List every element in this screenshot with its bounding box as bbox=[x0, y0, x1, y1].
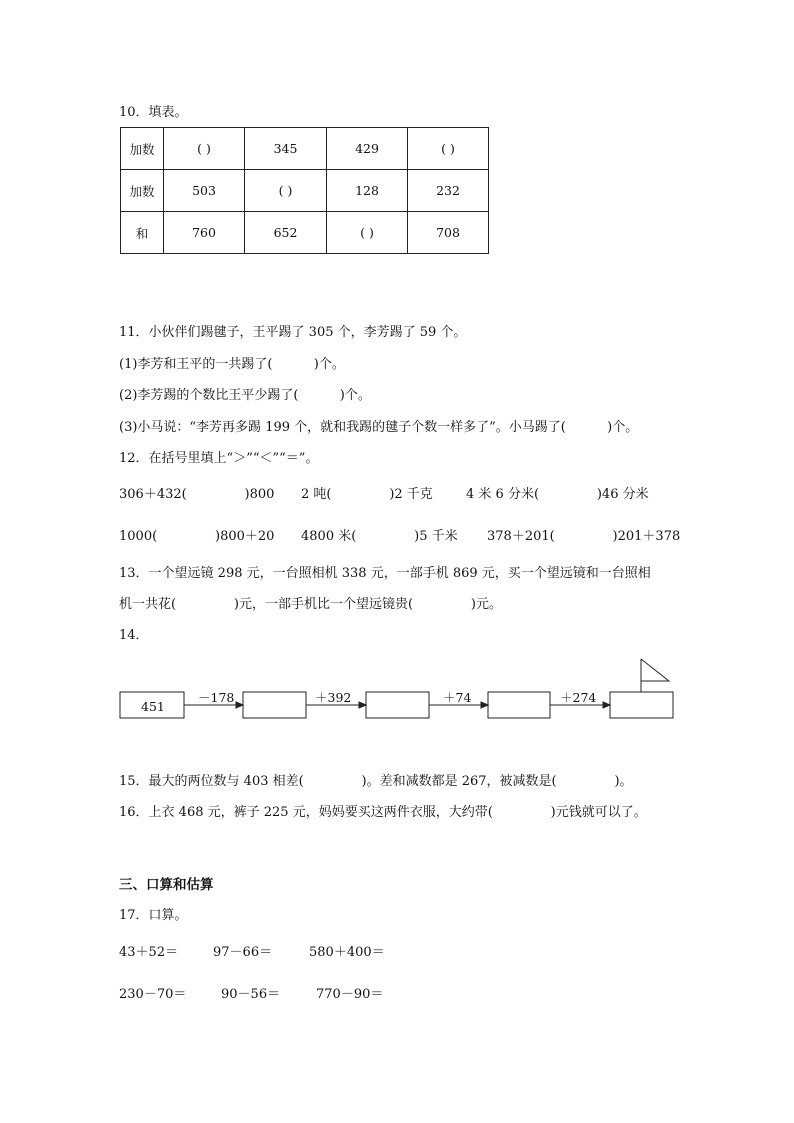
table-cell: 760 bbox=[164, 212, 245, 254]
compare-item: 4 米 6 分米( )46 分米 bbox=[466, 487, 649, 502]
table-cell: 128 bbox=[327, 170, 408, 212]
oral-item: 230－70＝ bbox=[119, 987, 187, 1002]
q13-line2: 机一共花( )元，一部手机比一个望远镜贵( )元。 bbox=[119, 597, 502, 612]
oral-item: 90－56＝ bbox=[221, 987, 281, 1002]
table-cell: 652 bbox=[245, 212, 327, 254]
oral-item: 97－66＝ bbox=[213, 945, 273, 960]
row-label: 加数 bbox=[121, 128, 164, 170]
table-row bbox=[121, 212, 489, 254]
oral-item: 770－90＝ bbox=[316, 987, 384, 1002]
operation-chain bbox=[119, 658, 679, 728]
q11-part1: (1)李芳和王平的一共踢了( )个。 bbox=[119, 357, 345, 372]
q12-title: 12．在括号里填上“＞”“＜”“＝”。 bbox=[119, 451, 319, 466]
q11-part3: (3)小马说：“李芳再多踢 199 个，就和我踢的毽子个数一样多了”。小马踢了( )个。 bbox=[119, 420, 639, 435]
q14-title: 14． bbox=[119, 628, 149, 643]
answer-blank[interactable]: ( ) bbox=[408, 128, 489, 170]
answer-blank[interactable]: ( ) bbox=[164, 128, 245, 170]
answer-box bbox=[366, 692, 429, 718]
operation-label: －178 bbox=[198, 690, 235, 705]
compare-item: 1000( )800＋20 bbox=[119, 529, 275, 544]
q10-title: 10．填表。 bbox=[119, 105, 188, 120]
table-cell: 429 bbox=[327, 128, 408, 170]
start-value: 451 bbox=[141, 699, 165, 714]
compare-item: 306＋432( )800 bbox=[119, 487, 275, 502]
operation-label: ＋274 bbox=[560, 690, 597, 705]
fill-table bbox=[120, 127, 489, 254]
answer-box bbox=[488, 692, 550, 718]
operation-label: ＋74 bbox=[443, 690, 472, 705]
q13-line1: 13．一个望远镜 298 元，一台照相机 338 元，一部手机 869 元，买一个望远镜和一台照相 bbox=[119, 566, 651, 581]
table-row bbox=[121, 128, 489, 170]
q11-title: 11．小伙伴们踢毽子，王平踢了 305 个，李芳踢了 59 个。 bbox=[119, 325, 467, 340]
oral-item: 43＋52＝ bbox=[119, 945, 179, 960]
operation-label: ＋392 bbox=[315, 690, 352, 705]
table-cell: 345 bbox=[245, 128, 327, 170]
arrow-icon bbox=[184, 702, 610, 708]
compare-item: 378＋201( )201＋378 bbox=[487, 529, 681, 544]
table-cell: 503 bbox=[164, 170, 245, 212]
oral-item: 580＋400＝ bbox=[309, 945, 385, 960]
answer-blank[interactable]: ( ) bbox=[245, 170, 327, 212]
row-label: 和 bbox=[121, 212, 164, 254]
answer-box bbox=[610, 692, 673, 718]
answer-blank[interactable]: ( ) bbox=[327, 212, 408, 254]
q16-text: 16．上衣 468 元，裤子 225 元，妈妈要买这两件衣服，大约带( )元钱就可以了。 bbox=[119, 805, 647, 820]
q17-title: 17．口算。 bbox=[119, 908, 188, 923]
row-label: 加数 bbox=[121, 170, 164, 212]
q15-text: 15．最大的两位数与 403 相差( )。差和减数都是 267，被减数是( )。 bbox=[119, 774, 633, 789]
q11-part2: (2)李芳踢的个数比王平少踢了( )个。 bbox=[119, 388, 371, 403]
answer-box bbox=[243, 692, 306, 718]
table-cell: 708 bbox=[408, 212, 489, 254]
table-row bbox=[121, 170, 489, 212]
compare-item: 2 吨( )2 千克 bbox=[301, 487, 433, 502]
table-cell: 232 bbox=[408, 170, 489, 212]
compare-item: 4800 米( )5 千米 bbox=[301, 529, 458, 544]
flag-icon bbox=[641, 659, 669, 692]
section-heading: 三、口算和估算 bbox=[119, 877, 214, 893]
